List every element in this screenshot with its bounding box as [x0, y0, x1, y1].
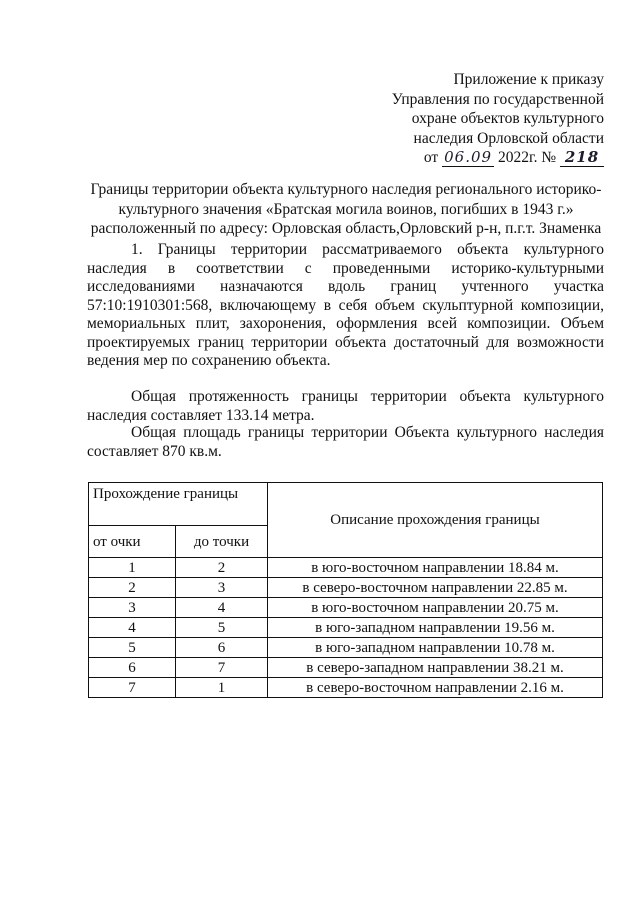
order-reference: [392, 148, 604, 168]
to-point: 3: [176, 578, 268, 598]
header-line: охране объектов культурного: [411, 110, 604, 127]
to-point: 6: [176, 638, 268, 658]
order-date-handwritten: 06.09: [442, 149, 494, 167]
to-point: 5: [176, 618, 268, 638]
title-line: культурного значения «Братская могила воинов, погибших в 1943 г.»: [118, 200, 574, 218]
header-line: наследия Орловской области: [413, 129, 604, 147]
from-point: 5: [89, 638, 176, 658]
order-prefix: от: [423, 149, 439, 166]
table-row: [89, 558, 603, 578]
from-point: 3: [89, 598, 176, 618]
from-point-header: от очки: [89, 526, 176, 558]
appendix-header: [392, 70, 604, 168]
from-point: 6: [89, 658, 176, 678]
boundary-description: в юго-восточном направлении 20.75 м.: [268, 598, 603, 618]
boundary-description: в юго-восточном направлении 18.84 м.: [268, 558, 603, 578]
table-row: [89, 618, 603, 638]
boundary-description: в юго-западном направлении 19.56 м.: [268, 618, 603, 638]
to-point: 2: [176, 558, 268, 578]
from-point: 1: [89, 558, 176, 578]
header-line: Приложение к приказу: [453, 71, 604, 88]
paragraph-total-length: Общая протяженность границы территории объекта культурного наследия составляет 133.14 метра.: [87, 388, 604, 424]
table-row: [89, 598, 603, 618]
order-year: 2022г. №: [497, 149, 557, 166]
description-header: Описание прохождения границы: [268, 483, 603, 558]
from-point: 4: [89, 618, 176, 638]
boundary-table: [88, 482, 603, 698]
boundary-description: в северо-западном направлении 38.21 м.: [268, 658, 603, 678]
boundary-description: в северо-восточном направлении 2.16 м.: [268, 678, 603, 698]
title-line: Границы территории объекта культурного наследия регионального историко-: [90, 181, 602, 198]
document-title: [86, 180, 606, 239]
paragraph-total-area: Общая площадь границы территории Объекта культурного наследия составляет 870 кв.м.: [87, 424, 604, 460]
to-point-header: до точки: [176, 526, 268, 558]
from-point: 2: [89, 578, 176, 598]
table-row: [89, 678, 603, 698]
table-row: [89, 578, 603, 598]
order-number-handwritten: 218: [560, 149, 604, 167]
table-row: [89, 638, 603, 658]
header-line: Управления по государственной: [391, 90, 604, 108]
group-header: Прохождение границы: [89, 483, 268, 526]
from-point: 7: [89, 678, 176, 698]
boundary-description: в юго-западном направлении 10.78 м.: [268, 638, 603, 658]
table-header-row: [89, 483, 603, 526]
to-point: 4: [176, 598, 268, 618]
boundary-description: в северо-восточном направлении 22.85 м.: [268, 578, 603, 598]
to-point: 7: [176, 658, 268, 678]
paragraph-boundaries: 1. Границы территории рассматриваемого объекта культурного наследия в соответствии с проведенными историко-культурными исследованиями назначаются вдоль границ учтенного участка 57:10:1910301:568, включающему в себя объем скульптурной композиции, мемориальных плит, захоронения, оформления всей композиции. Объем проектируемых границ территории объекта достаточный для возможности ведения мер по сохранению объекта.: [87, 241, 604, 369]
title-line: расположенный по адресу: Орловская область,Орловский р-н, п.г.т. Знаменка: [90, 220, 602, 237]
to-point: 1: [176, 678, 268, 698]
table-row: [89, 658, 603, 678]
